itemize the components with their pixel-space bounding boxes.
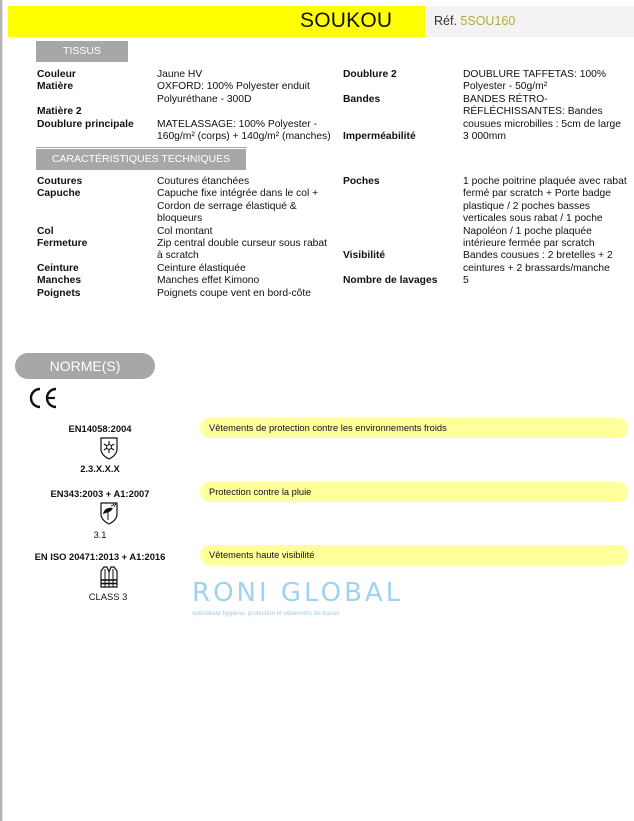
- section-divider: [36, 147, 247, 148]
- spec-label: Matière 2: [37, 106, 82, 118]
- spec-value: Jaune HV: [157, 69, 203, 80]
- section-normes-header: NORME(S): [15, 353, 155, 379]
- page-left-border: [0, 0, 3, 821]
- reference-box: [425, 6, 634, 37]
- title-bar: [8, 6, 425, 37]
- spec-label: Poignets: [37, 287, 81, 299]
- spec-value: Capuche fixe intégrée dans le col + Cordon de serrage élastiqué & bloqueurs: [157, 188, 319, 225]
- product-header: [8, 6, 634, 37]
- spec-value: Coutures étanchées: [157, 176, 250, 187]
- product-title: SOUKOU: [300, 9, 393, 32]
- spec-value: MATELASSAGE: 100% Polyester - 160g/m² (corps) + 140g/m² (manches): [157, 118, 331, 142]
- spec-label: Matière: [37, 81, 74, 93]
- spec-label: Manches: [37, 275, 82, 287]
- spec-label: Coutures: [37, 176, 83, 187]
- norm-code: EN14058:2004: [68, 423, 132, 434]
- tissus-right-column: [343, 69, 633, 149]
- norm-description: Vêtements de protection contre les environnements froids: [200, 418, 628, 438]
- caracteristiques-right-column: [343, 176, 633, 306]
- spec-value: BANDES RÉTRO-RÉFLÉCHISSANTES: Bandes cousues microbilles : 5cm de large: [463, 93, 621, 130]
- spec-value: Ceinture élastiquée: [157, 262, 246, 274]
- watermark-tagline: spécialiste hygiène, protection et vêtements de travail: [192, 610, 339, 617]
- spec-value: OXFORD: 100% Polyester enduit Polyuréthane - 300D: [157, 81, 310, 105]
- ce-mark-icon: [28, 386, 60, 416]
- cold-protection-shield-icon: [99, 436, 119, 465]
- section-tissus-header: TISSUS: [36, 41, 128, 62]
- spec-value: Bandes cousues : 2 bretelles + 2 ceintures + 2 brassards/manche: [463, 250, 613, 274]
- spec-label: Visibilité: [343, 250, 386, 262]
- norm-description: Vêtements haute visibilité: [200, 545, 628, 565]
- spec-label: Doublure principale: [37, 118, 134, 130]
- spec-value: 1 poche poitrine plaquée avec rabat fermé par scratch + Porte badge plastique / 2 poches basses verticales sous rabat / 1 poche Napoléon / 1 poche plaquée intérieure fermée par scratch: [463, 176, 627, 250]
- norm-code: EN ISO 20471:2013 + A1:2016: [34, 551, 166, 562]
- spec-value: Zip central double curseur sous rabat à scratch: [157, 238, 327, 262]
- spec-label: Couleur: [37, 69, 76, 80]
- high-visibility-vest-icon: [98, 565, 120, 594]
- spec-label: Nombre de lavages: [343, 275, 438, 287]
- spec-label: Doublure 2: [343, 69, 397, 80]
- spec-label: Capuche: [37, 188, 81, 200]
- spec-label: Fermeture: [37, 238, 88, 249]
- ce-mark-glyph: [28, 386, 60, 410]
- spec-value: 5: [463, 275, 469, 287]
- spec-value: Manches effet Kimono: [157, 275, 260, 287]
- spec-label: Poches: [343, 176, 380, 187]
- spec-value: Poignets coupe vent en bord-côte: [157, 287, 311, 299]
- spec-label: Col: [37, 225, 54, 237]
- spec-label: Ceinture: [37, 262, 79, 274]
- spec-value: DOUBLURE TAFFETAS: 100% Polyester - 50g/m²: [463, 69, 607, 93]
- reference-label: Réf.: [434, 14, 457, 28]
- reference-value: 5SOU160: [460, 14, 516, 28]
- tissus-left-column: [37, 69, 337, 149]
- norm-code: EN343:2003 + A1:2007: [50, 488, 150, 499]
- reference: [434, 14, 515, 28]
- roni-global-watermark: [190, 578, 438, 620]
- caracteristiques-left-column: [37, 176, 337, 306]
- norm-rating: 2.3.X.X.X: [80, 463, 120, 474]
- norm-description: Protection contre la pluie: [200, 482, 628, 502]
- spec-label: Bandes: [343, 93, 381, 105]
- rain-protection-shield-icon: [99, 501, 119, 530]
- section-caracteristiques-header: CARACTÉRISTIQUES TECHNIQUES: [36, 149, 246, 170]
- spec-value: Col montant: [157, 225, 213, 237]
- spec-label: Imperméabilité: [343, 131, 416, 142]
- norm-rating: 3.1: [93, 529, 107, 540]
- norm-rating: CLASS 3: [88, 591, 128, 602]
- spec-value: 3 000mm: [463, 131, 506, 142]
- watermark-brand: RONI GLOBAL: [192, 578, 404, 608]
